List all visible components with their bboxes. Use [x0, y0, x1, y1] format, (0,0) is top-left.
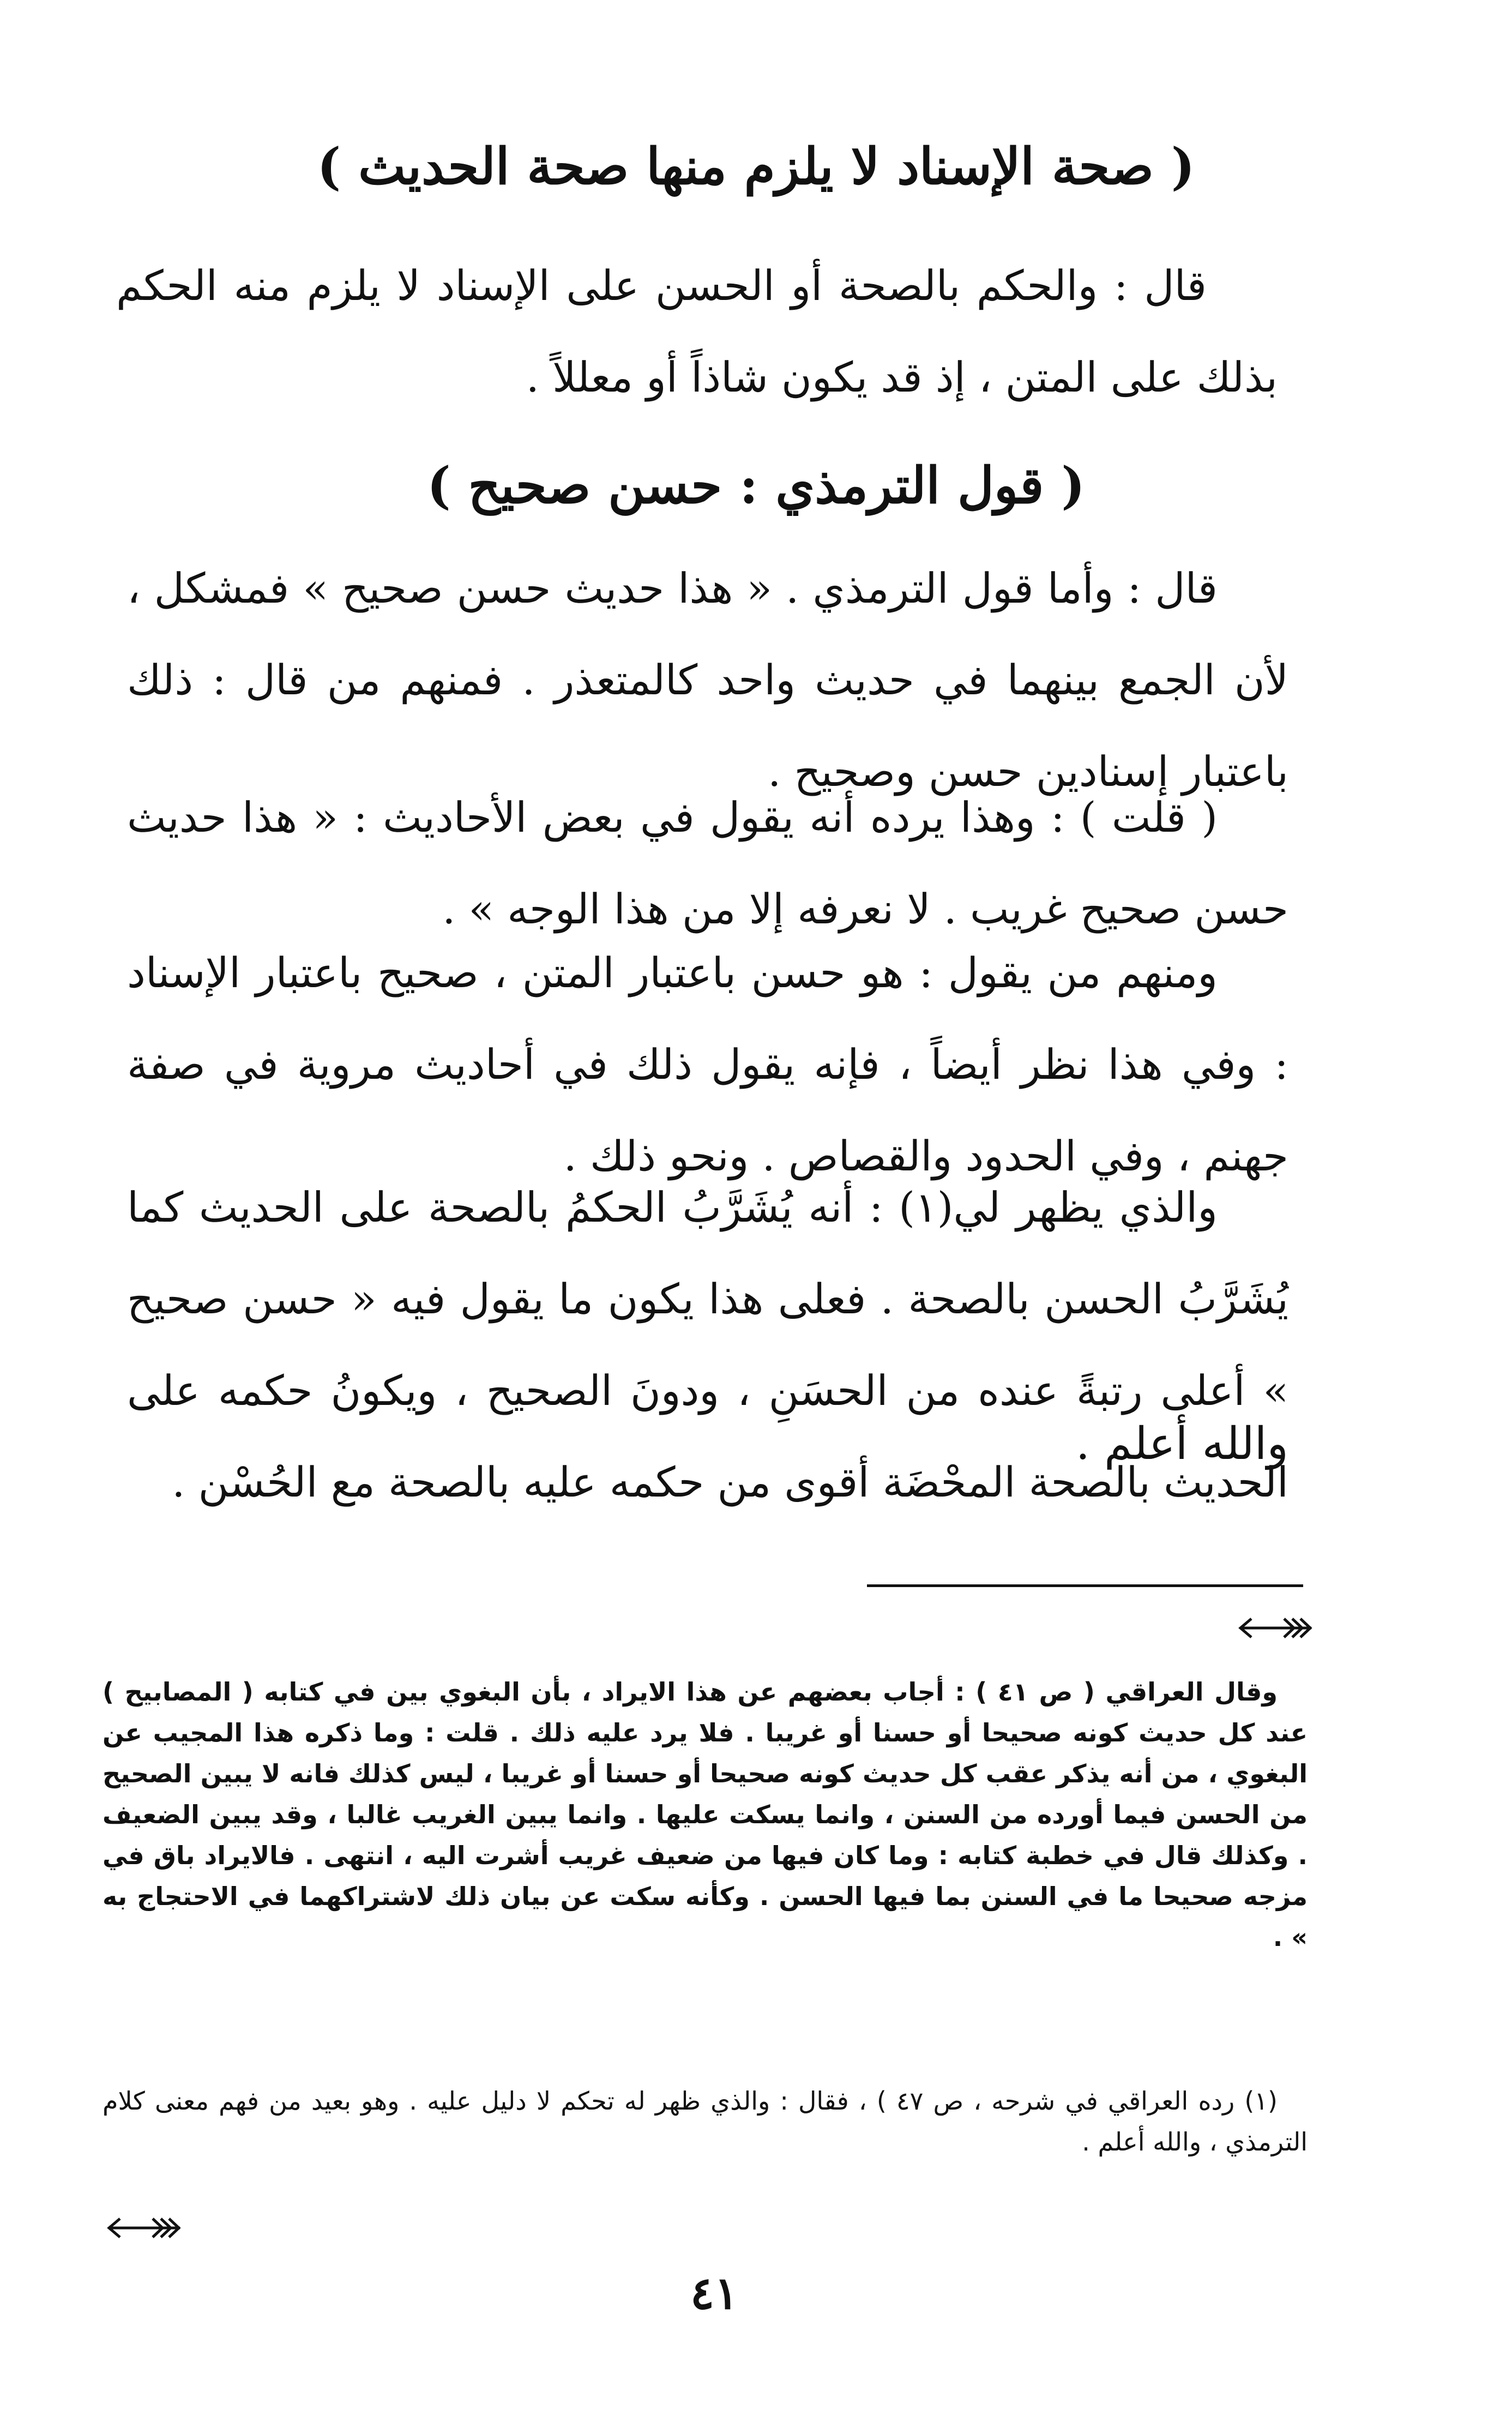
- paragraph-tirmidhi-statement: قال : وأما قول الترمذي . « هذا حديث حسن صحيح » فمشكل ، لأن الجمع بينهما في حديث واحد كالمتعذر . فمنهم من قال : ذلك باعتبار إسنادين حسن وصحيح .: [127, 564, 1288, 796]
- paragraph-qultu: ( قلت ) : وهذا يرده أنه يقول في بعض الأحاديث : « هذا حديث حسن صحيح غريب . لا نعرفه إلا من هذا الوجه » .: [127, 793, 1288, 933]
- paragraph-isnad: قال : والحكم بالصحة أو الحسن على الإسناد لا يلزم منه الحكم بذلك على المتن ، إذ قد يكون شاذاً أو معللاً .: [116, 261, 1278, 401]
- arrow-left-ornament-icon: [104, 2214, 185, 2242]
- arrow-left-ornament-icon: [1235, 1614, 1317, 1642]
- page-number: ٤١: [690, 2267, 739, 2320]
- footnote-1: (١) رده العراقي في شرحه ، ص ٤٧ ) ، فقال : والذي ظهر له تحكم لا دليل عليه . وهو بعيد من فهم معنى كلام الترمذي ، والله أعلم .: [103, 2086, 1308, 2156]
- section-heading-tirmidhi: ( قول الترمذي : حسن صحيح ): [427, 456, 1085, 515]
- paragraph-allahu-alam: والله أعلم .: [1075, 1418, 1288, 1470]
- footnote-divider: [867, 1584, 1303, 1587]
- footnote-iraqi-commentary: وقال العراقي ( ص ٤١ ) : أجاب بعضهم عن هذا الايراد ، بأن البغوي بين في كتابه ( المصابيح ) عند كل حديث كونه صحيحا أو حسنا أو غريبا . فلا يرد عليه ذلك . قلت : وما ذكره هذا المجيب عن البغوي ، من أنه يذكر عقب كل حديث كونه صحيحا أو حسنا أو غريبا ، ليس كذلك فانه لا يبين الصحيح من الحسن فيما أورده من السنن ، وانما يسكت عليها . وانما يبين الغريب غالبا ، وقد يبين الضعيف . وكذلك قال في خطبة كتابه : وما كان فيها من ضعيف غريب أشرت اليه ، انتهى . فالايراد باق في مزجه صحيحا ما في السنن بما فيها الحسن . وكأنه سكت عن بيان ذلك لاشتراكهما في الاحتجاج به » .: [103, 1677, 1308, 1952]
- section-heading-isnad: ( صحة الإسناد لا يلزم منها صحة الحديث ): [317, 137, 1195, 196]
- paragraph-alladhi-yazhar: والذي يظهر لي(١) : أنه يُشَرَّبُ الحكمُ بالصحة على الحديث كما يُشَرَّبُ الحسن بالصحة . فعلى هذا يكون ما يقول فيه « حسن صحيح » أعلى رتبةً عنده من الحسَنِ ، ودونَ الصحيح ، ويكونُ حكمه على الحديث بالصحة المحْضَة أقوى من حكمه عليه بالصحة مع الحُسْن .: [127, 1183, 1288, 1506]
- paragraph-minhum: ومنهم من يقول : هو حسن باعتبار المتن ، صحيح باعتبار الإسناد : وفي هذا نظر أيضاً ، فإنه يقول ذلك في أحاديث مروية في صفة جهنم ، وفي الحدود والقصاص . ونحو ذلك .: [127, 948, 1288, 1180]
